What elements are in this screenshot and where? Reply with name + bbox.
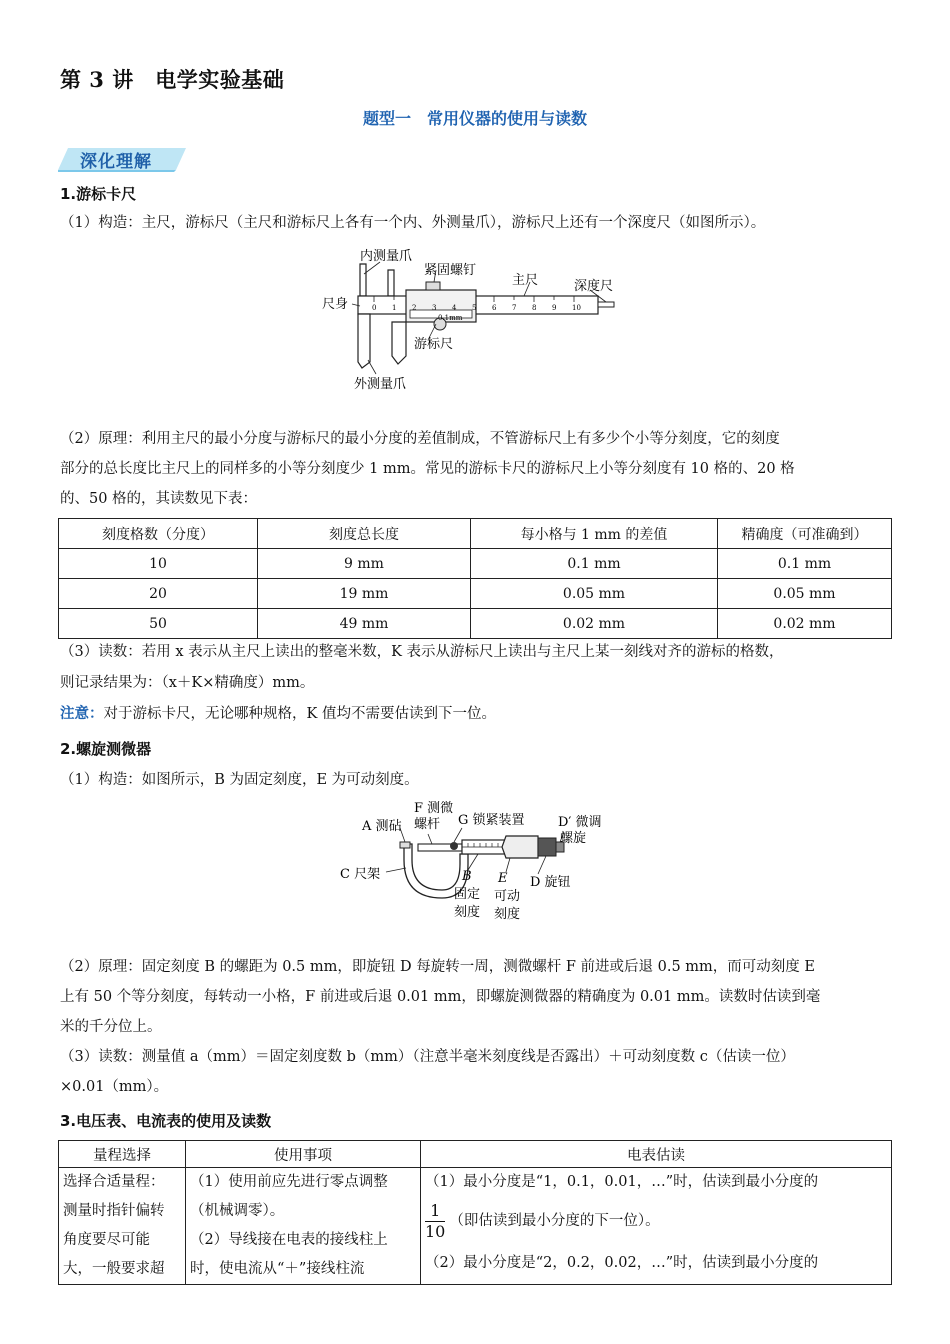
cell-line: 选择合适量程： xyxy=(63,1174,165,1190)
table-cell: 0.02 mm xyxy=(471,609,718,639)
scale-tick-label: 5 xyxy=(472,304,477,312)
table-cell: 20 xyxy=(59,579,258,609)
table-row xyxy=(59,579,892,609)
label-inner-jaw: 内测量爪 xyxy=(360,249,413,264)
table-row xyxy=(59,1168,892,1285)
table-cell: 9 mm xyxy=(258,549,471,579)
section-heading-meters: 3.电压表、电流表的使用及读数 xyxy=(60,1112,272,1130)
cell-line: （2）导线接在电表的接线柱上 xyxy=(190,1232,388,1248)
micrometer-figure xyxy=(338,798,618,930)
micrometer-principle-line3: 米的千分位上。 xyxy=(60,1019,162,1035)
label-spindle-2: 螺杆 xyxy=(414,817,441,832)
page-title: 第 3 讲 电学实验基础 xyxy=(60,67,285,92)
scale-tick-label: 3 xyxy=(432,304,437,312)
label-fixed-1: B xyxy=(462,869,472,884)
table-header-cell: 精确度（可准确到） xyxy=(718,519,892,549)
micrometer-reading-line2: ×0.01（mm）。 xyxy=(60,1079,169,1095)
cell-line: 时，使电流从“＋”接线柱流 xyxy=(190,1261,365,1277)
label-frame: C 尺架 xyxy=(340,867,381,882)
micrometer-principle-line1: （2）原理：固定刻度 B 的螺距为 0.5 mm，即旋钮 D 每旋转一周，测微螺杆 F 前进或后退 0.5 mm，而可动刻度 E xyxy=(60,959,815,975)
section-heading-vernier: 1.游标卡尺 xyxy=(60,185,137,203)
table-cell: 19 mm xyxy=(258,579,471,609)
table-cell: 10 xyxy=(59,549,258,579)
cell-line: （1）使用前应先进行零点调整 xyxy=(190,1174,388,1190)
table-header-cell: 电表估读 xyxy=(421,1141,892,1168)
table-cell xyxy=(421,1168,892,1285)
cell-line: 大，一般要求超 xyxy=(63,1261,165,1277)
table-cell xyxy=(186,1168,421,1285)
section-heading-micrometer: 2.螺旋测微器 xyxy=(60,740,152,758)
label-lock-screw: 紧固螺钉 xyxy=(424,263,477,278)
fraction-numerator: 1 xyxy=(425,1201,445,1222)
label-fixed-2: 固定 xyxy=(454,887,481,902)
table-header-row xyxy=(59,1141,892,1168)
note-text: 对于游标卡尺，无论哪种规格，K 值均不需要估读到下一位。 xyxy=(103,706,496,722)
table-row xyxy=(59,549,892,579)
label-movable-1: E xyxy=(498,871,508,886)
table-cell: 0.02 mm xyxy=(718,609,892,639)
cell-text: （即估读到最小分度的下一位）。 xyxy=(449,1213,660,1229)
label-spindle-1: F 测微 xyxy=(414,801,454,816)
micrometer-principle-line2: 上有 50 个等分刻度，每转动一小格，F 前进或后退 0.01 mm，即螺旋测微器的精确度为 0.01 mm。读数时估读到毫 xyxy=(60,989,821,1005)
vernier-caliper-figure xyxy=(318,244,628,394)
table-header-cell: 刻度总长度 xyxy=(258,519,471,549)
label-anvil: A 测砧 xyxy=(362,819,402,834)
micrometer-structure-text: （1）构造：如图所示，B 为固定刻度，E 为可动刻度。 xyxy=(60,772,419,788)
vernier-structure-text: （1）构造：主尺，游标尺（主尺和游标尺上各有一个内、外测量爪），游标尺上还有一个深度尺（如图所示）。 xyxy=(60,215,766,231)
scale-tick-label: 6 xyxy=(492,304,497,312)
table-cell: 0.1 mm xyxy=(718,549,892,579)
label-movable-3: 刻度 xyxy=(494,907,521,922)
scale-tick-label: 8 xyxy=(532,304,537,312)
cell-line: （1）最小分度是“1，0.1，0.01，…”时，估读到最小分度的 xyxy=(425,1174,819,1190)
table-row xyxy=(59,609,892,639)
fraction-denominator: 10 xyxy=(425,1221,446,1241)
note-label: 注意： xyxy=(60,706,104,722)
meter-usage-table xyxy=(58,1140,892,1285)
label-knob: D 旋钮 xyxy=(530,875,571,890)
vernier-note xyxy=(60,699,496,729)
cell-line: 测量时指针偏转 xyxy=(63,1203,165,1219)
scale-tick-label: 10 xyxy=(572,304,581,312)
table-cell: 0.1 mm xyxy=(471,549,718,579)
label-vernier: 游标尺 xyxy=(414,337,454,352)
label-depth-rod: 深度尺 xyxy=(574,279,614,294)
label-body: 尺身 xyxy=(322,297,349,312)
table-cell xyxy=(59,1168,186,1285)
label-movable-2: 可动 xyxy=(494,889,521,904)
vernier-principle-line2: 部分的总长度比主尺上的同样多的小等分刻度少 1 mm。常见的游标卡尺的游标尺上小等分刻度有 10 格的、20 格 xyxy=(60,461,795,477)
section-subtitle: 题型一 常用仪器的使用与读数 xyxy=(362,109,587,128)
vernier-reading-line2: 则记录结果为：（x＋K×精确度）mm。 xyxy=(60,675,315,691)
label-ratchet-1: D′ 微调 xyxy=(558,815,602,830)
banner-label: 深化理解 xyxy=(80,152,152,172)
table-header-cell: 刻度格数（分度） xyxy=(59,519,258,549)
cell-line: 角度要尽可能 xyxy=(63,1232,150,1248)
cell-line: （机械调零）。 xyxy=(190,1203,285,1219)
label-lock: G 锁紧装置 xyxy=(458,813,525,828)
scale-tick-label: 2 xyxy=(412,304,417,312)
table-header-cell: 量程选择 xyxy=(59,1141,186,1168)
label-fixed-3: 刻度 xyxy=(454,905,481,920)
table-header-cell: 每小格与 1 mm 的差值 xyxy=(471,519,718,549)
micrometer-reading-line1: （3）读数：测量值 a（mm）＝固定刻度数 b（mm）（注意半毫米刻度线是否露出）＋可动刻度数 c（估读一位） xyxy=(60,1049,795,1065)
label-ratchet-2: 螺旋 xyxy=(560,831,587,846)
table-cell: 49 mm xyxy=(258,609,471,639)
label-main-scale: 主尺 xyxy=(512,273,539,288)
scale-tick-label: 0 xyxy=(372,304,377,312)
scale-tick-label: 1 xyxy=(392,304,397,312)
vernier-principle-line1: （2）原理：利用主尺的最小分度与游标尺的最小分度的差值制成，不管游标尺上有多少个小等分刻度，它的刻度 xyxy=(60,431,780,447)
scale-tick-label: 7 xyxy=(512,304,517,312)
table-cell: 0.05 mm xyxy=(471,579,718,609)
table-header-row xyxy=(59,519,892,549)
scale-tick-label: 9 xyxy=(552,304,557,312)
table-cell: 0.05 mm xyxy=(718,579,892,609)
label-unit: 0.1mm xyxy=(438,314,463,322)
table-header-cell: 使用事项 xyxy=(186,1141,421,1168)
fraction xyxy=(425,1201,445,1242)
cell-line-fraction xyxy=(425,1197,887,1249)
vernier-reading-line1: （3）读数：若用 x 表示从主尺上读出的整毫米数，K 表示从游标尺上读出与主尺上某一刻线对齐的游标的格数， xyxy=(60,644,784,660)
vernier-reading-table xyxy=(58,518,892,639)
vernier-principle-line3: 的、50 格的，其读数见下表： xyxy=(60,491,258,507)
cell-line: （2）最小分度是“2，0.2，0.02，…”时，估读到最小分度的 xyxy=(425,1255,819,1271)
label-outer-jaw: 外测量爪 xyxy=(354,377,407,392)
table-cell: 50 xyxy=(59,609,258,639)
scale-tick-label: 4 xyxy=(452,304,457,312)
